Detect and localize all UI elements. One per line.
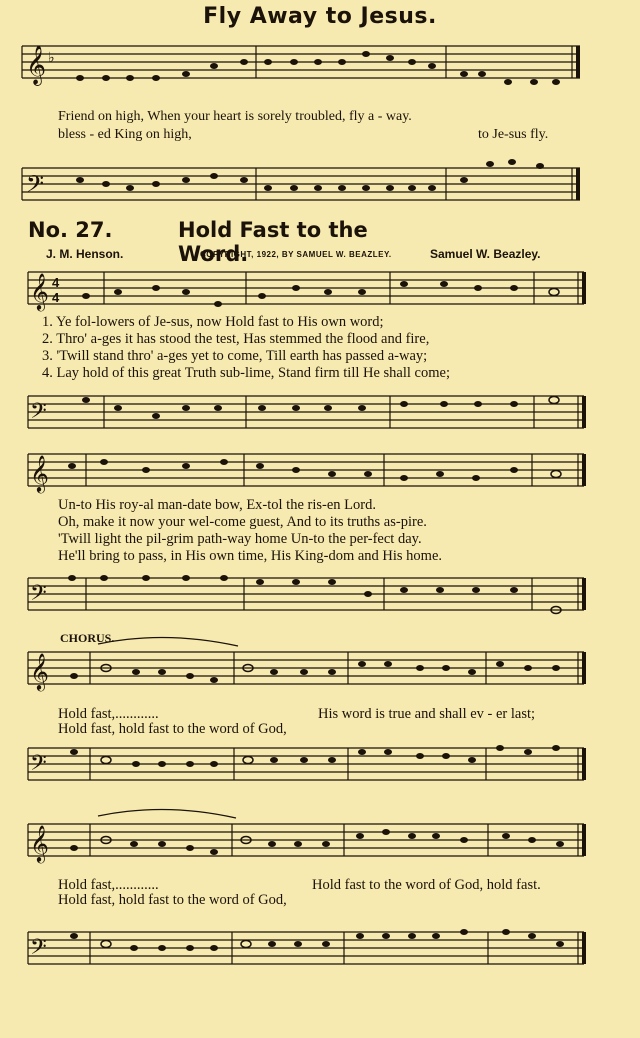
svg-text:𝄢: 𝄢 [26,170,45,203]
previous-lyric-line-1: Friend on high, When your heart is sorely troubled, fly a - way. [58,109,412,124]
previous-lyric-line-2a: bless - ed King on high, [58,127,192,142]
system1-bass-notes [82,397,559,420]
previous-hymn-title: Fly Away to Jesus. [203,4,437,29]
verse-3-line-1: 3. 'Twill stand thro' a-ges yet to come, Till earth has passed a-way; [42,348,428,364]
system1-treble-notes [82,281,559,307]
svg-text:𝄞: 𝄞 [30,454,49,492]
verse-3-line-2: 'Twill light the pil-grim path-way home Un-to the per-fect day. [58,531,422,547]
time-signature-top: 4 [52,275,60,290]
copyright-notice: COPYRIGHT, 1922, BY SAMUEL W. BEAZLEY. [200,250,392,259]
verse-4-line-1: 4. Lay hold of this great Truth sub-lime, Stand firm till He shall come; [42,365,450,381]
chorus1-upper-lyric-b: His word is true and shall ev - er last; [318,706,536,722]
verse-4-line-2: He'll bring to pass, in His own time, His King-dom and His home. [58,548,443,564]
chorus1-lower-lyric: Hold fast, hold fast to the word of God, [58,721,287,737]
verse-2-line-1: 2. Thro' a-ges it has stood the test, Has stemmed the flood and fire, [42,331,430,347]
chorus1-upper-lyric-a: Hold fast,............ [58,706,159,722]
words-credit: J. M. Henson. [46,247,124,261]
svg-text:𝄞: 𝄞 [30,824,49,862]
previous-treble-notes [76,51,560,85]
chorus1-treble-staff [0,648,640,692]
svg-text:𝄞: 𝄞 [30,272,49,310]
svg-text:𝄞: 𝄞 [26,45,47,85]
previous-bass-staff [0,160,640,210]
svg-text:𝄢: 𝄢 [30,399,47,429]
system1-bass-staff [0,392,640,436]
chorus2-upper-lyric-a: Hold fast,............ [58,877,159,893]
previous-bass-notes [76,159,544,191]
chorus2-lower-lyric: Hold fast, hold fast to the word of God, [58,892,287,908]
verse-2-line-2: Oh, make it now your wel-come guest, And to its truths as-pire. [58,514,427,530]
chorus1-bass-staff [0,744,640,788]
music-credit: Samuel W. Beazley. [430,247,541,261]
system2-treble-staff [0,450,640,494]
svg-text:𝄢: 𝄢 [30,581,47,611]
previous-treble-staff [0,40,640,90]
chorus-label: CHORUS. [60,631,115,645]
verse-1-line-1: 1. Ye fol-lowers of Je-sus, now Hold fast to His own word; [42,314,384,330]
time-signature-bottom: 4 [52,290,60,305]
svg-text:𝄢: 𝄢 [30,935,47,965]
previous-lyric-line-2b: to Je-sus fly. [478,127,549,142]
chorus2-bass-staff [0,928,640,972]
chorus2-upper-lyric-b: Hold fast to the word of God, hold fast. [312,877,541,893]
verse-1-line-2: Un-to His roy-al man-date bow, Ex-tol the ris-en Lord. [58,497,376,513]
svg-text:𝄞: 𝄞 [30,652,49,690]
chorus2-treble-staff [0,820,640,864]
hymn-title: Hold Fast to the Word. [178,218,368,266]
chorus2-treble-notes [70,829,564,855]
hymn-number: No. 27. [28,218,113,242]
svg-text:𝄢: 𝄢 [30,751,47,781]
svg-text:♭: ♭ [48,49,55,65]
system1-treble-staff [0,268,640,312]
system2-bass-staff [0,574,640,618]
